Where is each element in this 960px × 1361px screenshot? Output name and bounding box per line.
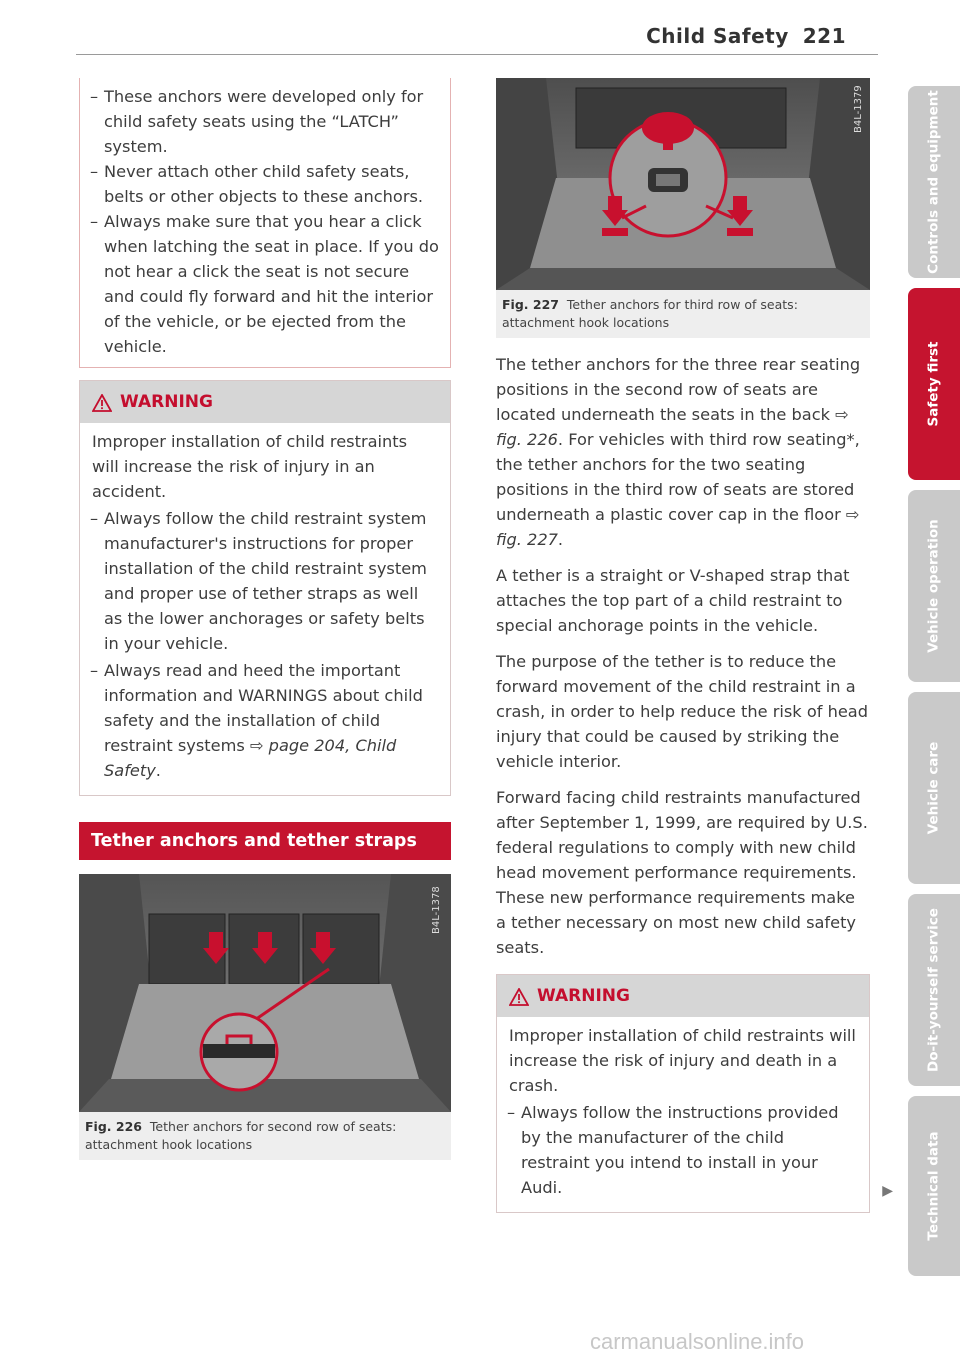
cargo-area-second-row-image: [79, 874, 451, 1112]
warning-triangle-icon: [509, 988, 529, 1006]
bullet-latch-only: – These anchors were developed only for child safety seats using the “LATCH” system.: [92, 84, 440, 159]
warning-triangle-icon: [92, 394, 112, 412]
figure-caption: Fig. 227 Tether anchors for third row of seats: attachment hook locations: [502, 297, 798, 330]
tab-vehicle-care[interactable]: Vehicle care: [908, 692, 960, 884]
tab-do-it-yourself-service[interactable]: Do-it-yourself service: [908, 894, 960, 1086]
tab-safety-first[interactable]: Safety first: [908, 288, 960, 480]
warning-bullet-follow: – Always follow the instructions provided by the manufacturer of the child restraint you intend to install in your Audi.: [509, 1100, 857, 1200]
fig-226-reference-link[interactable]: ⇨ fig. 226: [496, 405, 849, 449]
tab-controls-and-equipment[interactable]: Controls and equipment: [908, 86, 960, 278]
side-chapter-tabs: [908, 86, 960, 1286]
right-column: [496, 78, 893, 1213]
figure-226: [79, 874, 451, 1160]
figure-code: B4L-1378: [431, 886, 442, 934]
warning-box: [79, 380, 451, 796]
paragraph-anchor-locations: The tether anchors for the three rear seating positions in the second row of seats are located underneath the seats in the back ⇨ fig. 226. For vehicles with third row seating*, the tether anchors for the two seating positions in the third row of seats are stored underneath a plastic cover cap in the floor ⇨ fig. 227.: [496, 355, 861, 549]
warning-bullet-read: – Always read and heed the important information and WARNINGS about child safety and the installation of child restraint systems ⇨ page 204, Child Safety.: [92, 658, 438, 783]
tab-vehicle-operation[interactable]: Vehicle operation: [908, 490, 960, 682]
paragraph-tether-purpose: The purpose of the tether is to reduce the forward movement of the child restraint in a crash, in order to help reduce the risk of head injury that could be caused by striking the vehicle interior.: [496, 652, 868, 771]
watermark: carmanualsonline.info: [590, 1329, 805, 1354]
paragraph-regulations: Forward facing child restraints manufactured after September 1, 1999, are required by U.S. federal regulations to comply with new child head movement performance requirements. These new performance requirements make a tether necessary on most new child safety seats.: [496, 788, 868, 957]
continue-arrow-icon: ▶: [882, 1183, 893, 1199]
warning-label: WARNING: [537, 986, 630, 1006]
figure-label: Fig. 227: [502, 297, 559, 312]
warning-box: [496, 974, 893, 1213]
page-reference-link[interactable]: ⇨ page 204, Child Safety: [104, 736, 397, 780]
cargo-area-third-row-image: [496, 78, 870, 290]
warning-label: WARNING: [120, 392, 213, 412]
page-number: 221: [802, 24, 846, 48]
chapter-title: Child Safety: [646, 24, 789, 48]
continued-warning-box: [79, 78, 451, 368]
fig-227-reference-link[interactable]: ⇨ fig. 227: [496, 505, 860, 549]
warning-bullet-follow: – Always follow the child restraint system manufacturer's instructions for proper installation of the child restraint system and proper use of tether straps as well as the lower anchorages or safety belts in your vehicle.: [92, 506, 438, 656]
warning-header: [497, 975, 869, 1017]
warning-intro: Improper installation of child restraints will increase the risk of injury in an accident.: [92, 432, 408, 501]
page-header: [646, 24, 846, 48]
bullet-hear-click: – Always make sure that you hear a click when latching the seat in place. If you do not hear a click the seat is not secure and could fly forward and hit the interior of the vehicle, or be ejected from the vehicle.: [92, 209, 440, 359]
figure-code: B4L-1379: [853, 85, 864, 133]
header-rule: [76, 54, 878, 55]
paragraph-tether-definition: A tether is a straight or V-shaped strap that attaches the top part of a child restraint to special anchorage points in the vehicle.: [496, 566, 850, 635]
warning-intro: Improper installation of child restraints will increase the risk of injury and death in a crash.: [509, 1026, 856, 1095]
left-column: [79, 78, 451, 1160]
warning-header: [80, 381, 450, 423]
section-heading: Tether anchors and tether straps: [79, 822, 451, 860]
bullet-never-attach: – Never attach other child safety seats, belts or other objects to these anchors.: [92, 159, 440, 209]
figure-caption: Fig. 226 Tether anchors for second row of seats: attachment hook locations: [85, 1119, 397, 1152]
figure-label: Fig. 226: [85, 1119, 142, 1134]
figure-227: [496, 78, 870, 338]
tab-technical-data[interactable]: Technical data: [908, 1096, 960, 1276]
